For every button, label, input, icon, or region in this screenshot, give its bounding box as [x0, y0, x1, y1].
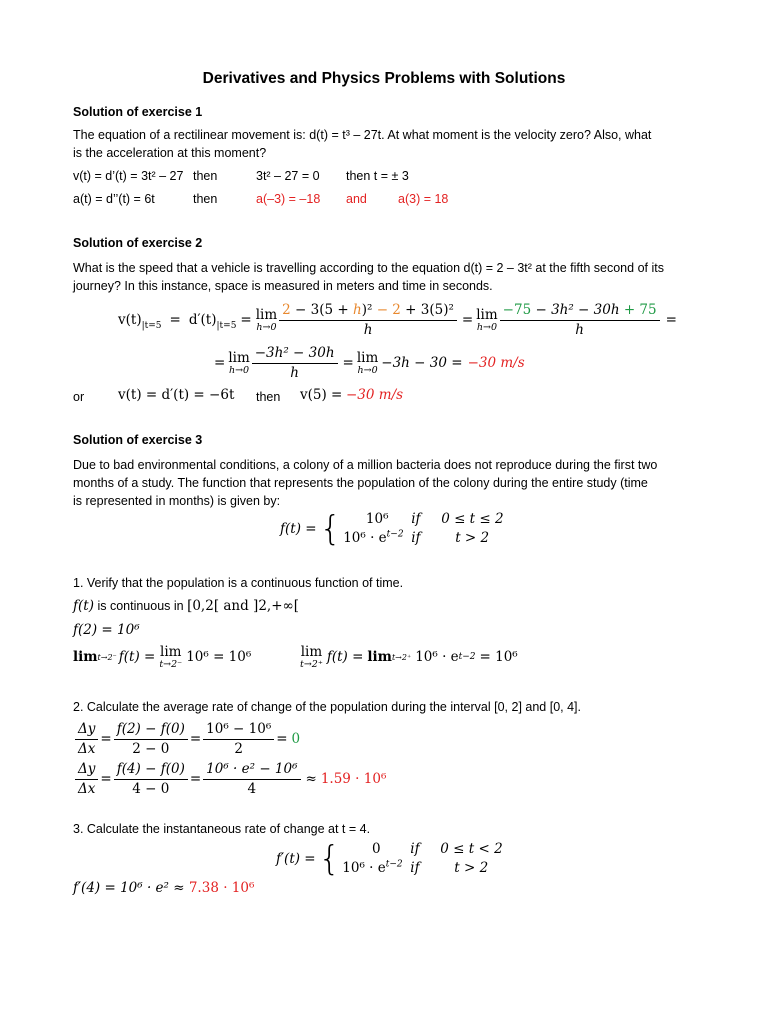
- question-2: 2. Calculate the average rate of change of the population during the interval [0, 2] and [0, 4].: [73, 700, 581, 714]
- f-of-2: f(2) = 10⁶: [73, 622, 140, 638]
- acceleration-and: and: [346, 192, 367, 206]
- alternative-or: or: [73, 390, 85, 404]
- velocity-limit-line-1: v(t) |t=5 = d′(t) |t=5 = lim h→0 $\frac{\text{2 − 3(5 + h)² − 2 + 3(5)²}}{h}$ = lim h→0 $\frac{\text{−75 − 3h² − 30h + 75}}{h}$ =: [118, 301, 677, 338]
- question-1: 1. Verify that the population is a continuous function of time.: [73, 576, 404, 590]
- alternative-velocity: v(t) = d′(t) = −6t: [118, 387, 235, 403]
- average-rate-0-4-result: 1.59 · 10⁶: [320, 771, 387, 787]
- acceleration-then: then: [193, 192, 218, 206]
- alternative-v5: v(5) =: [300, 387, 343, 403]
- fraction-3: $\frac{\text{−3h² − 30h}}{h}$: [252, 345, 338, 382]
- derivative-piecewise-function: f′(t) = { 0 if 0 ≤ t < 2 $10^6 \cdot e^{t-2}$ if t > 2: [276, 839, 503, 879]
- acceleration-negative-result: a(–3) = –18: [256, 192, 321, 206]
- average-rate-0-4: $\frac{\Delta y}{\Delta x}$ = $\frac{f(4) - f(0)}{4 - 0}$ = $\frac{\text{10⁶ · e² − 10⁶}}{4}$ ≈ 1.59 · 10⁶: [73, 759, 386, 799]
- limit-4: lim h→0: [356, 349, 379, 376]
- exercise-3-heading: Solution of exercise 3: [73, 433, 203, 447]
- lhs-v: v(t): [118, 312, 142, 328]
- average-rate-0-2: $\frac{\Delta y}{\Delta x}$ = $\frac{f(2) - f(0)}{2 - 0}$ = $\frac{\text{10⁶ − 10⁶}}{2}$ = 0: [73, 719, 300, 759]
- lhs-subscript: |t=5: [141, 321, 162, 331]
- velocity-equation: 3t² – 27 = 0: [256, 169, 320, 183]
- velocity-limit-line-2: = lim h→0 $\frac{\text{−3h² − 30h}}{h}$ = lim h→0 −3h − 30 = −30 m/s: [214, 344, 525, 381]
- derivative-at-4: f′(4) = 10⁶ · e² ≈ 7.38 · 10⁶: [73, 880, 255, 896]
- exercise-2-question-line-2: journey? In this instance, space is measured in meters and time in seconds.: [73, 279, 493, 293]
- question-3: 3. Calculate the instantaneous rate of change at t = 4.: [73, 822, 371, 836]
- alternative-then: then: [256, 390, 281, 404]
- fraction-1: $\frac{\text{2 − 3(5 + h)² − 2 + 3(5)²}}{h}$: [279, 302, 457, 339]
- fraction-2: $\frac{\text{−75 − 3h² − 30h + 75}}{h}$: [500, 302, 660, 339]
- exercise-1-question-line-2: is the acceleration at this moment?: [73, 146, 267, 160]
- limit-2: lim h→0: [476, 306, 498, 333]
- limit-3: lim h→0: [228, 349, 250, 376]
- lhs-derivative-subscript: |t=5: [216, 321, 237, 331]
- exercise-1-heading: Solution of exercise 1: [73, 105, 203, 119]
- velocity-solution: then t = ± 3: [346, 169, 409, 183]
- exercise-3-intro-line-2: months of a study. The function that represents the population of the colony during the entire study (time: [73, 476, 648, 490]
- piecewise-function: f(t) = { 10⁶ if 0 ≤ t ≤ 2 $10^6 \cdot e^{t-2}$ if t > 2: [280, 509, 504, 549]
- exercise-3-intro-line-3: is represented in months) is given by:: [73, 494, 281, 508]
- velocity-expression: v(t) = d’(t) = 3t² – 27: [73, 169, 184, 183]
- alternative-result: −30 m/s: [346, 387, 404, 403]
- exercise-2-heading: Solution of exercise 2: [73, 236, 203, 250]
- average-rate-0-2-result: 0: [291, 731, 301, 747]
- velocity-result: −30 m/s: [467, 355, 525, 371]
- exercise-2-question-line-1: What is the speed that a vehicle is travelling according to the equation d(t) = 2 – 3t² at the fifth second of its: [73, 261, 664, 275]
- right-limit: lim t→2⁺ f(t) = lim t→2⁺ 10⁶ · e t−2 = 10⁶: [300, 643, 518, 670]
- derivative-at-4-result: 7.38 · 10⁶: [188, 880, 255, 896]
- left-limit: lim t→2⁻ f(t) = lim t→2⁻ 10⁶ = 10⁶: [73, 643, 252, 670]
- document-title: Derivatives and Physics Problems with Solutions: [202, 70, 566, 87]
- exercise-3-intro-line-1: Due to bad environmental conditions, a colony of a million bacteria does not reproduce during the first two: [73, 458, 658, 472]
- lhs-equals: =: [169, 312, 181, 328]
- velocity-then: then: [193, 169, 218, 183]
- acceleration-positive-result: a(3) = 18: [398, 192, 449, 206]
- exercise-1-question-line-1: The equation of a rectilinear movement is: d(t) = t³ – 27t. At what moment is the velocity zero? Also, what: [73, 128, 652, 142]
- acceleration-expression: a(t) = d’’(t) = 6t: [73, 192, 155, 206]
- limit-1: lim h→0: [255, 306, 278, 333]
- lhs-derivative: d′(t): [188, 312, 217, 328]
- continuity-statement: f(t) is continuous in [0,2[ and ]2,+∞[: [73, 598, 300, 614]
